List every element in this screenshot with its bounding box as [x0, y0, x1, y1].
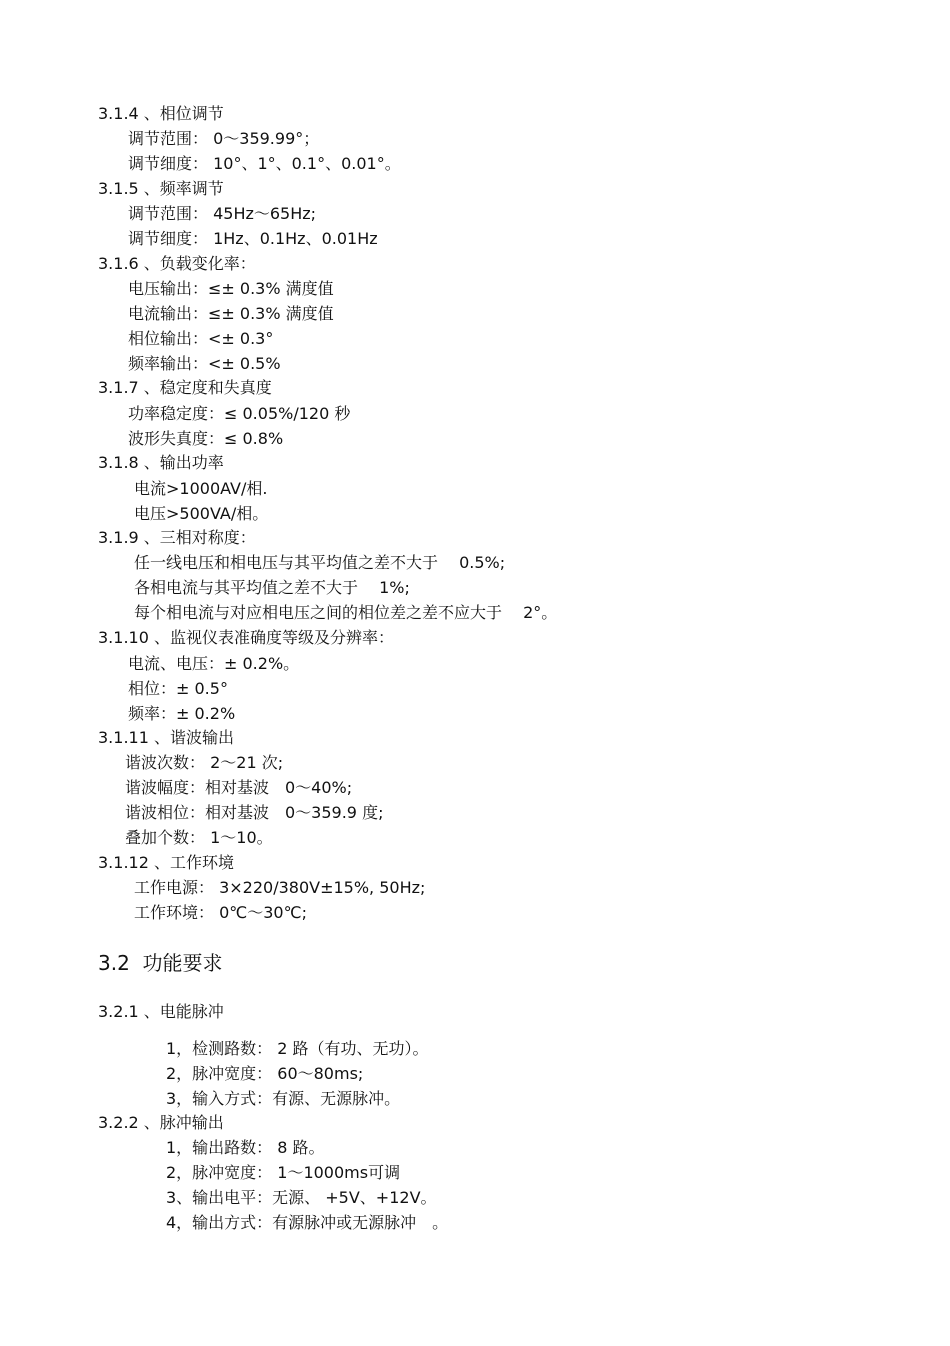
harmonic-superposition-count: 叠加个数： 1～10。 — [125, 828, 273, 847]
harmonic-amplitude: 谐波幅度：相对基波 0～40%; — [125, 778, 353, 797]
section-3-1-6-heading: 3.1.6 、负载变化率： — [98, 254, 256, 273]
meter-accuracy-freq: 频率：± 0.2% — [128, 704, 236, 723]
meter-accuracy-phase: 相位：± 0.5° — [128, 679, 228, 698]
work-environment: 工作环境： 0℃～30℃; — [134, 903, 307, 922]
freq-adjust-range: 调节范围： 45Hz～65Hz; — [128, 204, 317, 223]
work-power-supply: 工作电源： 3×220/380V±15%, 50Hz; — [134, 878, 426, 897]
section-3-1-4-heading: 3.1.4 、相位调节 — [98, 104, 224, 123]
symmetry-phase-current: 各相电流与其平均值之差不大于 1%; — [134, 578, 410, 597]
harmonic-order: 谐波次数： 2～21 次; — [125, 753, 284, 772]
section-3-1-9-heading: 3.1.9 、三相对称度： — [98, 528, 256, 547]
section-3-1-8-heading: 3.1.8 、输出功率 — [98, 453, 224, 472]
symmetry-phase-difference: 每个相电流与对应相电压之间的相位差之差不应大于 2°。 — [134, 603, 558, 622]
section-3-2-1-heading: 3.2.1 、电能脉冲 — [98, 1002, 224, 1021]
freq-adjust-resolution: 调节细度： 1Hz、0.1Hz、0.01Hz — [128, 229, 378, 248]
phase-output-load: 相位输出：<± 0.3° — [128, 329, 274, 348]
phase-adjust-range: 调节范围： 0～359.99°； — [128, 129, 320, 148]
section-3-1-5-heading: 3.1.5 、频率调节 — [98, 179, 224, 198]
pulse-output-level: 3、输出电平：无源、 +5V、+12V。 — [166, 1188, 437, 1207]
section-3-2-heading: 3.2 功能要求 — [98, 951, 223, 975]
pulse-detect-channels: 1，检测路数： 2 路（有功、无功）。 — [166, 1039, 429, 1058]
pulse-width-input: 2，脉冲宽度： 60～80ms; — [166, 1064, 364, 1083]
section-3-1-12-heading: 3.1.12 、工作环境 — [98, 853, 234, 872]
voltage-output-load: 电压输出：≤± 0.3% 满度值 — [128, 279, 334, 298]
phase-adjust-resolution: 调节细度： 10°、1°、0.1°、0.01°。 — [128, 154, 401, 173]
section-3-1-11-heading: 3.1.11 、谐波输出 — [98, 728, 234, 747]
current-output-power: 电流>1000AV/相. — [134, 479, 268, 498]
current-output-load: 电流输出：≤± 0.3% 满度值 — [128, 304, 334, 323]
pulse-output-mode: 4，输出方式：有源脉冲或无源脉冲 。 — [166, 1213, 449, 1232]
meter-accuracy-vi: 电流、电压：± 0.2%。 — [128, 654, 300, 673]
waveform-distortion: 波形失真度：≤ 0.8% — [128, 429, 284, 448]
section-3-2-2-heading: 3.2.2 、脉冲输出 — [98, 1113, 224, 1132]
voltage-output-power: 电压>500VA/相。 — [134, 504, 269, 523]
power-stability: 功率稳定度：≤ 0.05%/120 秒 — [128, 404, 351, 423]
harmonic-phase: 谐波相位：相对基波 0～359.9 度; — [125, 803, 384, 822]
freq-output-load: 频率输出：<± 0.5% — [128, 354, 281, 373]
pulse-output-channels: 1，输出路数： 8 路。 — [166, 1138, 325, 1157]
pulse-input-mode: 3，输入方式：有源、无源脉冲。 — [166, 1089, 401, 1108]
section-3-1-10-heading: 3.1.10 、监视仪表准确度等级及分辨率： — [98, 628, 394, 647]
section-3-1-7-heading: 3.1.7 、稳定度和失真度 — [98, 378, 272, 397]
symmetry-line-voltage: 任一线电压和相电压与其平均值之差不大于 0.5%; — [134, 553, 506, 572]
pulse-width-output: 2，脉冲宽度： 1～1000ms可调 — [166, 1163, 401, 1182]
